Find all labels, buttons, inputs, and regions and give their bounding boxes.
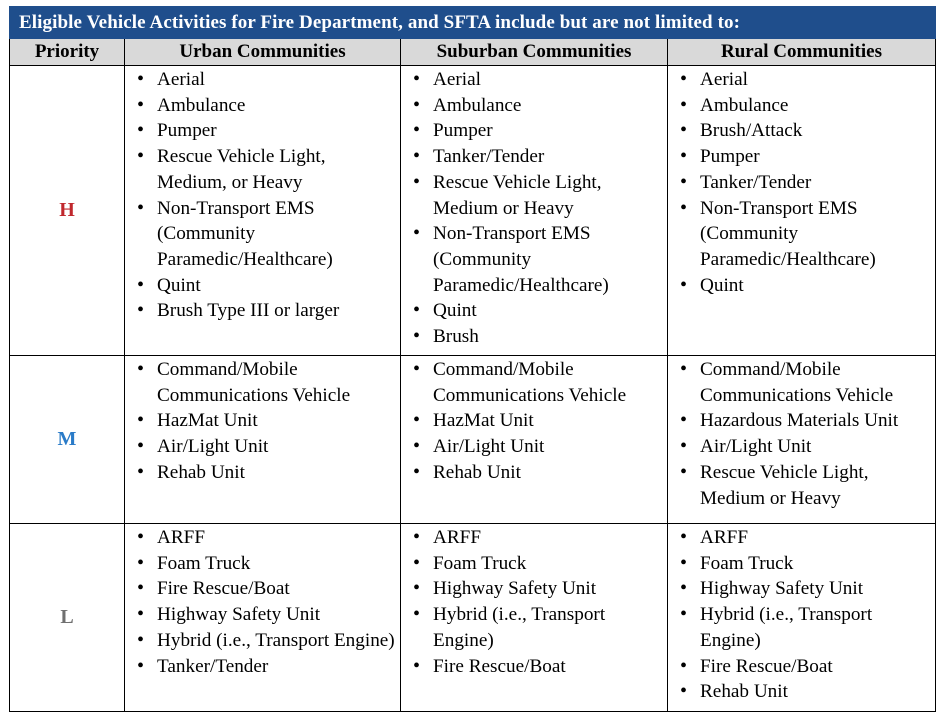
item-list bbox=[401, 524, 667, 681]
list-item: • Highway Safety Unit bbox=[668, 576, 935, 602]
list-item: • HazMat Unit bbox=[401, 408, 667, 434]
item-list bbox=[668, 356, 935, 513]
list-item: • Hybrid (i.e., Transport Engine) bbox=[401, 602, 667, 653]
urban-cell bbox=[125, 356, 401, 524]
list-item: • Foam Truck bbox=[125, 551, 400, 577]
table-title: Eligible Vehicle Activities for Fire Department, and SFTA include but are not limited to: bbox=[10, 7, 936, 39]
table-row bbox=[10, 66, 936, 356]
list-item: • HazMat Unit bbox=[125, 408, 400, 434]
list-item: • Rehab Unit bbox=[668, 679, 935, 705]
priority-label: M bbox=[57, 428, 77, 450]
item-list bbox=[668, 66, 935, 300]
priority-cell bbox=[10, 524, 125, 712]
list-item: • Air/Light Unit bbox=[401, 434, 667, 460]
list-item: • Pumper bbox=[668, 144, 935, 170]
list-item: • Ambulance bbox=[401, 93, 667, 119]
list-item: • ARFF bbox=[125, 525, 400, 551]
list-item: • Aerial bbox=[125, 67, 400, 93]
list-item: • Ambulance bbox=[668, 93, 935, 119]
list-item: • Brush/Attack bbox=[668, 118, 935, 144]
list-item: • Rehab Unit bbox=[401, 460, 667, 486]
column-header-priority: Priority bbox=[10, 39, 125, 66]
list-item: • Rescue Vehicle Light, Medium or Heavy bbox=[401, 170, 667, 221]
suburban-cell bbox=[401, 356, 668, 524]
rural-cell bbox=[668, 66, 936, 356]
list-item: • Ambulance bbox=[125, 93, 400, 119]
urban-cell bbox=[125, 524, 401, 712]
list-item: • Foam Truck bbox=[668, 551, 935, 577]
list-item: • Command/Mobile Communications Vehicle bbox=[668, 357, 935, 408]
column-header-rural: Rural Communities bbox=[668, 39, 936, 66]
priority-cell bbox=[10, 66, 125, 356]
list-item: • Quint bbox=[668, 273, 935, 299]
suburban-cell bbox=[401, 524, 668, 712]
item-list bbox=[401, 66, 667, 352]
item-list bbox=[125, 524, 400, 681]
list-item: • Pumper bbox=[125, 118, 400, 144]
list-item: • Fire Rescue/Boat bbox=[125, 576, 400, 602]
list-item: • Rescue Vehicle Light, Medium or Heavy bbox=[668, 460, 935, 511]
column-header-urban: Urban Communities bbox=[125, 39, 401, 66]
priority-label: H bbox=[59, 199, 75, 221]
list-item: • Rehab Unit bbox=[125, 460, 400, 486]
list-item: • Non-Transport EMS (Community Paramedic/Healthcare) bbox=[401, 221, 667, 298]
urban-cell bbox=[125, 66, 401, 356]
list-item: • Aerial bbox=[668, 67, 935, 93]
item-list bbox=[401, 356, 667, 488]
list-item: • Brush Type III or larger bbox=[125, 298, 400, 324]
list-item: • Fire Rescue/Boat bbox=[401, 654, 667, 680]
list-item: • Air/Light Unit bbox=[668, 434, 935, 460]
eligible-vehicles-table bbox=[9, 6, 936, 712]
list-item: • Non-Transport EMS (Community Paramedic/Healthcare) bbox=[668, 196, 935, 273]
item-list bbox=[668, 524, 935, 707]
priority-cell bbox=[10, 356, 125, 524]
list-item: • Hybrid (i.e., Transport Engine) bbox=[668, 602, 935, 653]
list-item: • ARFF bbox=[668, 525, 935, 551]
list-item: • Non-Transport EMS (Community Paramedic/Healthcare) bbox=[125, 196, 400, 273]
priority-label: L bbox=[60, 606, 74, 628]
header-row bbox=[10, 39, 936, 66]
list-item: • Highway Safety Unit bbox=[125, 602, 400, 628]
list-item: • Quint bbox=[125, 273, 400, 299]
list-item: • Hybrid (i.e., Transport Engine) bbox=[125, 628, 400, 654]
table-row bbox=[10, 524, 936, 712]
suburban-cell bbox=[401, 66, 668, 356]
list-item: • Tanker/Tender bbox=[668, 170, 935, 196]
rural-cell bbox=[668, 524, 936, 712]
list-item: • ARFF bbox=[401, 525, 667, 551]
list-item: • Foam Truck bbox=[401, 551, 667, 577]
list-item: • Hazardous Materials Unit bbox=[668, 408, 935, 434]
list-item: • Command/Mobile Communications Vehicle bbox=[401, 357, 667, 408]
title-row bbox=[10, 7, 936, 39]
list-item: • Fire Rescue/Boat bbox=[668, 654, 935, 680]
list-item: • Air/Light Unit bbox=[125, 434, 400, 460]
rural-cell bbox=[668, 356, 936, 524]
list-item: • Tanker/Tender bbox=[401, 144, 667, 170]
list-item: • Tanker/Tender bbox=[125, 654, 400, 680]
item-list bbox=[125, 356, 400, 488]
list-item: • Quint bbox=[401, 298, 667, 324]
list-item: • Rescue Vehicle Light, Medium, or Heavy bbox=[125, 144, 400, 195]
list-item: • Pumper bbox=[401, 118, 667, 144]
list-item: • Command/Mobile Communications Vehicle bbox=[125, 357, 400, 408]
list-item: • Aerial bbox=[401, 67, 667, 93]
list-item: • Brush bbox=[401, 324, 667, 350]
table-row bbox=[10, 356, 936, 524]
column-header-suburban: Suburban Communities bbox=[401, 39, 668, 66]
item-list bbox=[125, 66, 400, 326]
list-item: • Highway Safety Unit bbox=[401, 576, 667, 602]
